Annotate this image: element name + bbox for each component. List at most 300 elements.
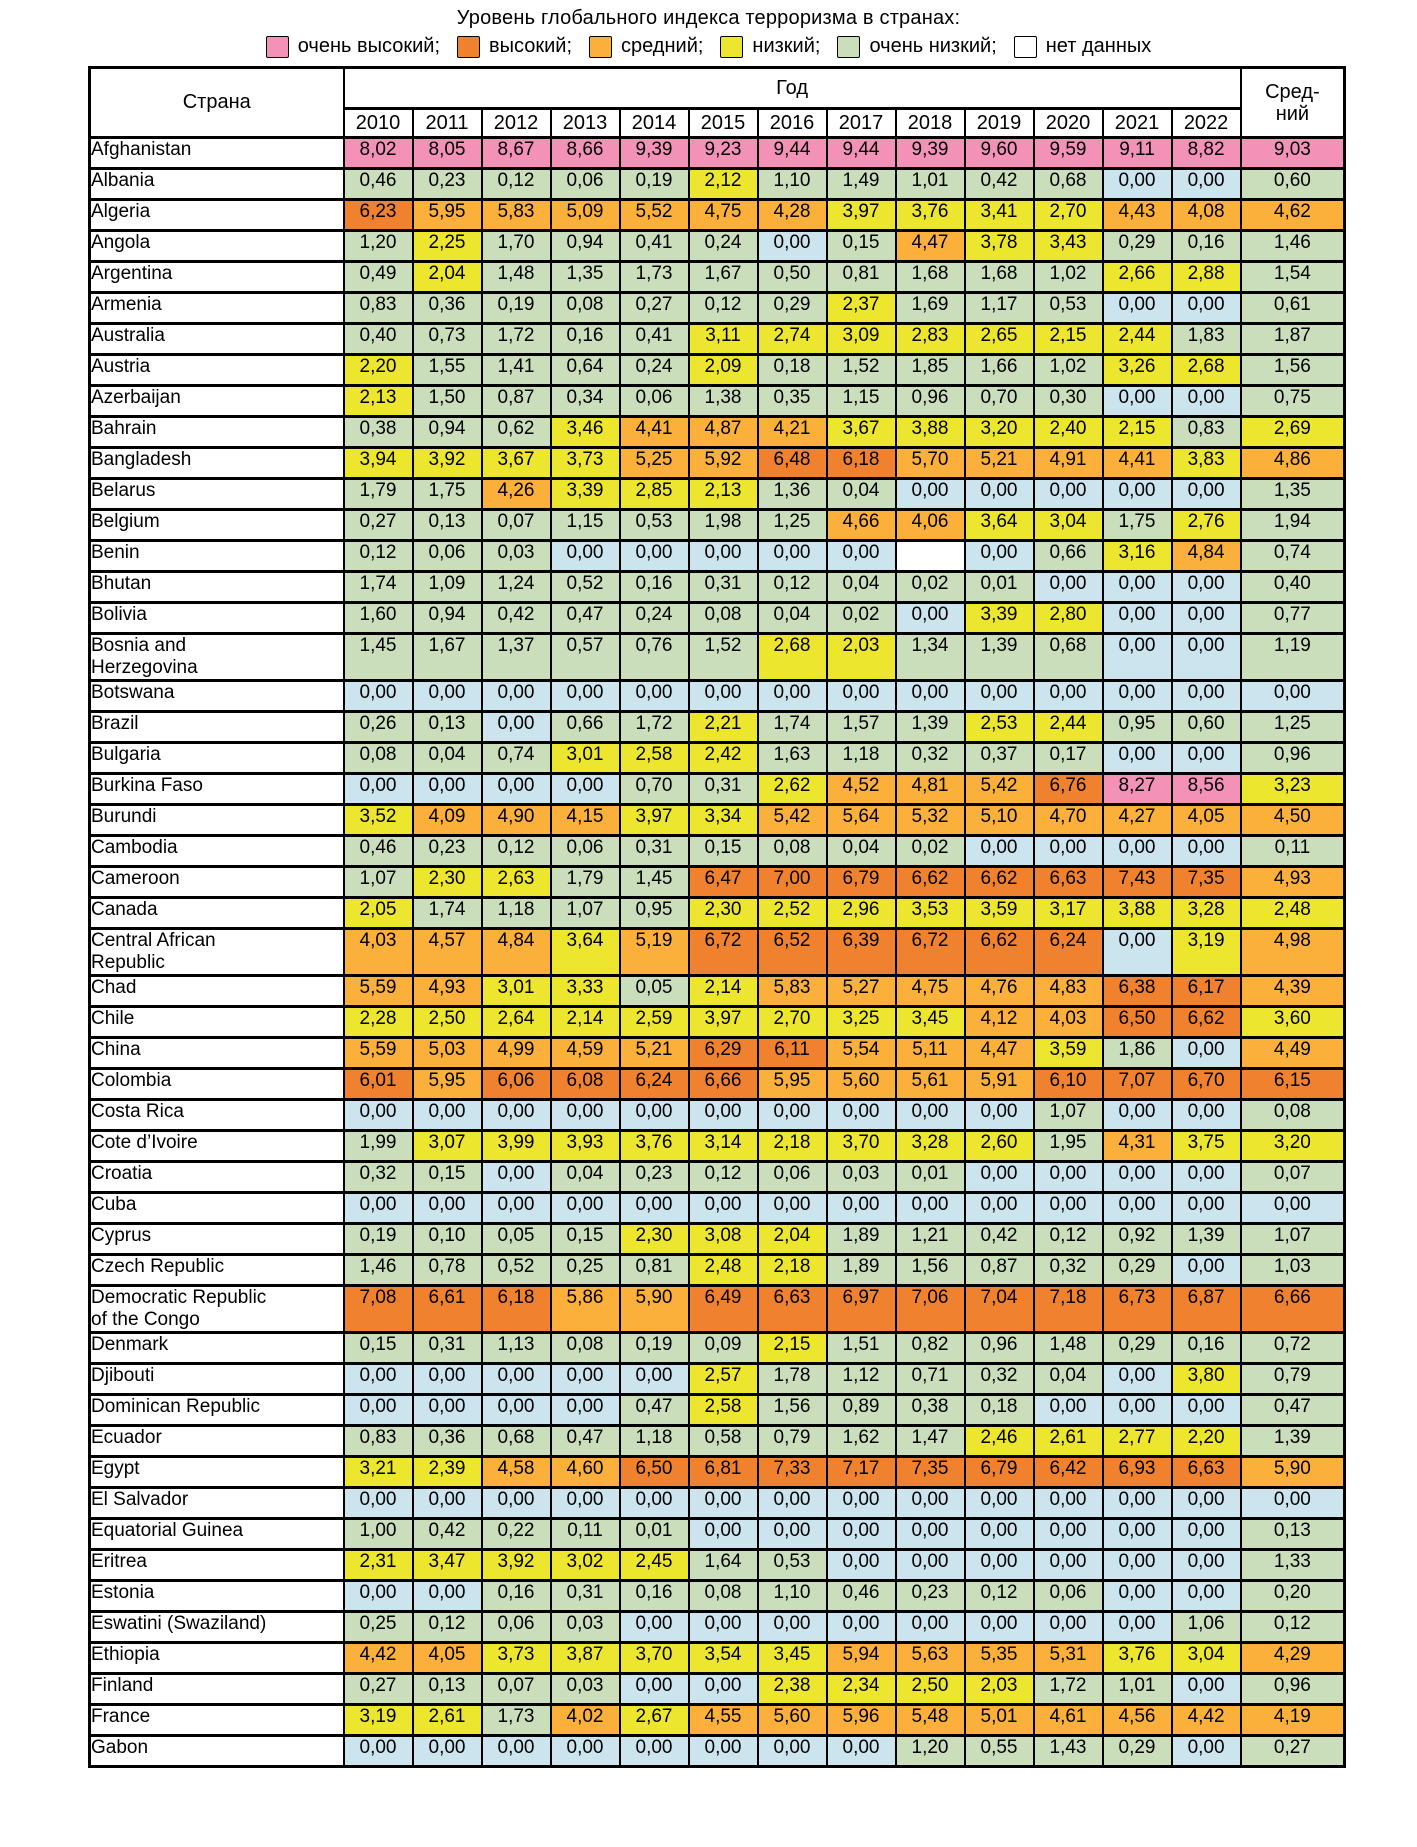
terrorism-index-table bbox=[88, 66, 1346, 1768]
country-cell bbox=[90, 1612, 344, 1643]
value-cell-2011: 0,23 bbox=[413, 836, 482, 867]
table-row bbox=[90, 743, 1345, 774]
value-cell-2016: 0,08 bbox=[758, 836, 827, 867]
value-cell-2010: 3,52 bbox=[344, 805, 413, 836]
value-cell-2010: 0,00 bbox=[344, 1395, 413, 1426]
value-cell-2011: 4,05 bbox=[413, 1643, 482, 1674]
country-name: Afghanistan bbox=[91, 139, 192, 160]
value-cell-2018 bbox=[896, 541, 965, 572]
value-cell-2019: 0,00 bbox=[965, 1612, 1034, 1643]
value-cell-2017: 1,18 bbox=[827, 743, 896, 774]
value-cell-2017: 0,00 bbox=[827, 1488, 896, 1519]
value-cell-2012: 0,62 bbox=[482, 417, 551, 448]
value-cell-2018: 2,83 bbox=[896, 324, 965, 355]
average-header-line2: ний bbox=[1275, 102, 1310, 125]
country-name: Eswatini (Swaziland) bbox=[91, 1613, 267, 1634]
average-cell: 2,69 bbox=[1241, 417, 1345, 448]
value-cell-2011: 0,31 bbox=[413, 1333, 482, 1364]
value-cell-2018: 0,82 bbox=[896, 1333, 965, 1364]
average-cell: 1,03 bbox=[1241, 1255, 1345, 1286]
value-cell-2011: 1,09 bbox=[413, 572, 482, 603]
average-cell: 4,93 bbox=[1241, 867, 1345, 898]
value-cell-2018: 4,47 bbox=[896, 231, 965, 262]
value-cell-2013: 0,00 bbox=[551, 1395, 620, 1426]
average-cell: 1,07 bbox=[1241, 1224, 1345, 1255]
country-cell bbox=[90, 1705, 344, 1736]
value-cell-2020: 6,76 bbox=[1034, 774, 1103, 805]
value-cell-2018: 2,50 bbox=[896, 1674, 965, 1705]
value-cell-2014: 5,25 bbox=[620, 448, 689, 479]
table-row bbox=[90, 836, 1345, 867]
value-cell-2011: 2,50 bbox=[413, 1007, 482, 1038]
country-cell bbox=[90, 510, 344, 541]
country-name: Finland bbox=[91, 1675, 154, 1696]
value-cell-2015: 9,23 bbox=[689, 138, 758, 169]
value-cell-2022: 3,80 bbox=[1172, 1364, 1241, 1395]
value-cell-2015: 2,30 bbox=[689, 898, 758, 929]
value-cell-2021: 7,43 bbox=[1103, 867, 1172, 898]
value-cell-2013: 0,06 bbox=[551, 836, 620, 867]
value-cell-2012: 3,67 bbox=[482, 448, 551, 479]
country-cell bbox=[90, 867, 344, 898]
value-cell-2016: 0,00 bbox=[758, 1193, 827, 1224]
value-cell-2017: 6,18 bbox=[827, 448, 896, 479]
value-cell-2019: 3,41 bbox=[965, 200, 1034, 231]
value-cell-2012: 3,01 bbox=[482, 976, 551, 1007]
value-cell-2012: 0,07 bbox=[482, 510, 551, 541]
country-cell bbox=[90, 200, 344, 231]
country-cell bbox=[90, 1224, 344, 1255]
average-cell: 0,96 bbox=[1241, 1674, 1345, 1705]
value-cell-2014: 0,00 bbox=[620, 1364, 689, 1395]
country-cell bbox=[90, 479, 344, 510]
value-cell-2017: 0,89 bbox=[827, 1395, 896, 1426]
table-row bbox=[90, 1162, 1345, 1193]
value-cell-2019: 0,00 bbox=[965, 681, 1034, 712]
country-cell bbox=[90, 929, 344, 976]
value-cell-2012: 0,07 bbox=[482, 1674, 551, 1705]
value-cell-2015: 0,09 bbox=[689, 1333, 758, 1364]
value-cell-2018: 0,00 bbox=[896, 1550, 965, 1581]
value-cell-2022: 0,00 bbox=[1172, 169, 1241, 200]
value-cell-2019: 0,42 bbox=[965, 169, 1034, 200]
value-cell-2010: 1,74 bbox=[344, 572, 413, 603]
country-name: Eritrea bbox=[91, 1551, 147, 1572]
value-cell-2020: 0,00 bbox=[1034, 1395, 1103, 1426]
value-cell-2014: 0,24 bbox=[620, 603, 689, 634]
value-cell-2020: 4,83 bbox=[1034, 976, 1103, 1007]
value-cell-2014: 2,30 bbox=[620, 1224, 689, 1255]
value-cell-2022: 4,42 bbox=[1172, 1705, 1241, 1736]
value-cell-2019: 3,78 bbox=[965, 231, 1034, 262]
value-cell-2022: 0,60 bbox=[1172, 712, 1241, 743]
value-cell-2022: 1,06 bbox=[1172, 1612, 1241, 1643]
value-cell-2013: 0,64 bbox=[551, 355, 620, 386]
value-cell-2019: 3,20 bbox=[965, 417, 1034, 448]
value-cell-2022: 3,83 bbox=[1172, 448, 1241, 479]
table-row bbox=[90, 510, 1345, 541]
value-cell-2010: 0,00 bbox=[344, 1100, 413, 1131]
country-cell bbox=[90, 293, 344, 324]
value-cell-2011: 2,25 bbox=[413, 231, 482, 262]
country-name: Cambodia bbox=[91, 837, 178, 858]
value-cell-2020: 1,07 bbox=[1034, 1100, 1103, 1131]
value-cell-2017: 0,46 bbox=[827, 1581, 896, 1612]
value-cell-2020: 0,04 bbox=[1034, 1364, 1103, 1395]
value-cell-2021: 1,86 bbox=[1103, 1038, 1172, 1069]
average-cell: 0,27 bbox=[1241, 1736, 1345, 1767]
value-cell-2010: 0,40 bbox=[344, 324, 413, 355]
average-cell: 4,50 bbox=[1241, 805, 1345, 836]
country-name: Botswana bbox=[91, 682, 175, 703]
country-name: Cyprus bbox=[91, 1225, 152, 1246]
value-cell-2016: 4,21 bbox=[758, 417, 827, 448]
value-cell-2019: 0,00 bbox=[965, 1519, 1034, 1550]
average-cell: 0,08 bbox=[1241, 1100, 1345, 1131]
value-cell-2017: 1,52 bbox=[827, 355, 896, 386]
value-cell-2012: 0,00 bbox=[482, 681, 551, 712]
country-cell bbox=[90, 1193, 344, 1224]
value-cell-2017: 5,54 bbox=[827, 1038, 896, 1069]
value-cell-2011: 1,74 bbox=[413, 898, 482, 929]
value-cell-2012: 0,00 bbox=[482, 1364, 551, 1395]
value-cell-2012: 0,22 bbox=[482, 1519, 551, 1550]
value-cell-2019: 2,46 bbox=[965, 1426, 1034, 1457]
country-cell bbox=[90, 1395, 344, 1426]
value-cell-2021: 0,00 bbox=[1103, 1488, 1172, 1519]
value-cell-2021: 0,00 bbox=[1103, 1519, 1172, 1550]
value-cell-2017: 2,96 bbox=[827, 898, 896, 929]
value-cell-2014: 1,72 bbox=[620, 712, 689, 743]
value-cell-2014: 1,18 bbox=[620, 1426, 689, 1457]
legend-label: нет данных bbox=[1045, 35, 1152, 57]
country-cell bbox=[90, 1426, 344, 1457]
value-cell-2016: 1,10 bbox=[758, 169, 827, 200]
value-cell-2014: 3,76 bbox=[620, 1131, 689, 1162]
value-cell-2022: 4,08 bbox=[1172, 200, 1241, 231]
value-cell-2019: 2,53 bbox=[965, 712, 1034, 743]
value-cell-2010: 0,38 bbox=[344, 417, 413, 448]
value-cell-2018: 0,71 bbox=[896, 1364, 965, 1395]
value-cell-2014: 0,19 bbox=[620, 1333, 689, 1364]
value-cell-2020: 2,61 bbox=[1034, 1426, 1103, 1457]
value-cell-2013: 0,08 bbox=[551, 293, 620, 324]
value-cell-2020: 0,00 bbox=[1034, 1550, 1103, 1581]
table-row bbox=[90, 1069, 1345, 1100]
value-cell-2013: 0,00 bbox=[551, 1364, 620, 1395]
value-cell-2019: 7,04 bbox=[965, 1286, 1034, 1333]
country-cell bbox=[90, 712, 344, 743]
value-cell-2020: 0,00 bbox=[1034, 479, 1103, 510]
value-cell-2015: 2,57 bbox=[689, 1364, 758, 1395]
value-cell-2020: 0,12 bbox=[1034, 1224, 1103, 1255]
average-cell: 1,39 bbox=[1241, 1426, 1345, 1457]
country-name: Chad bbox=[91, 977, 137, 998]
value-cell-2019: 2,65 bbox=[965, 324, 1034, 355]
value-cell-2016: 0,04 bbox=[758, 603, 827, 634]
value-cell-2014: 0,01 bbox=[620, 1519, 689, 1550]
table-header bbox=[90, 68, 1345, 138]
value-cell-2011: 0,15 bbox=[413, 1162, 482, 1193]
value-cell-2018: 0,00 bbox=[896, 1612, 965, 1643]
value-cell-2019: 0,18 bbox=[965, 1395, 1034, 1426]
value-cell-2021: 0,29 bbox=[1103, 1255, 1172, 1286]
value-cell-2012: 0,12 bbox=[482, 836, 551, 867]
value-cell-2012: 0,00 bbox=[482, 1100, 551, 1131]
value-cell-2010: 8,02 bbox=[344, 138, 413, 169]
value-cell-2014: 6,50 bbox=[620, 1457, 689, 1488]
average-cell: 4,49 bbox=[1241, 1038, 1345, 1069]
country-cell bbox=[90, 634, 344, 681]
value-cell-2015: 0,24 bbox=[689, 231, 758, 262]
value-cell-2014: 2,58 bbox=[620, 743, 689, 774]
value-cell-2013: 0,03 bbox=[551, 1674, 620, 1705]
value-cell-2012: 1,70 bbox=[482, 231, 551, 262]
value-cell-2012: 5,83 bbox=[482, 200, 551, 231]
value-cell-2015: 6,81 bbox=[689, 1457, 758, 1488]
value-cell-2015: 3,54 bbox=[689, 1643, 758, 1674]
value-cell-2017: 1,89 bbox=[827, 1255, 896, 1286]
value-cell-2020: 0,00 bbox=[1034, 1519, 1103, 1550]
value-cell-2012: 6,18 bbox=[482, 1286, 551, 1333]
value-cell-2013: 1,79 bbox=[551, 867, 620, 898]
value-cell-2012: 0,00 bbox=[482, 774, 551, 805]
value-cell-2010: 7,08 bbox=[344, 1286, 413, 1333]
value-cell-2014: 2,67 bbox=[620, 1705, 689, 1736]
value-cell-2013: 0,15 bbox=[551, 1224, 620, 1255]
value-cell-2012: 0,06 bbox=[482, 1612, 551, 1643]
country-name: Azerbaijan bbox=[91, 387, 181, 408]
value-cell-2014: 0,81 bbox=[620, 1255, 689, 1286]
value-cell-2020: 4,91 bbox=[1034, 448, 1103, 479]
value-cell-2020: 1,72 bbox=[1034, 1674, 1103, 1705]
value-cell-2014: 0,41 bbox=[620, 231, 689, 262]
value-cell-2022: 0,00 bbox=[1172, 1519, 1241, 1550]
value-cell-2018: 0,00 bbox=[896, 681, 965, 712]
value-cell-2021: 3,88 bbox=[1103, 898, 1172, 929]
value-cell-2011: 3,07 bbox=[413, 1131, 482, 1162]
country-cell bbox=[90, 1069, 344, 1100]
value-cell-2014: 0,05 bbox=[620, 976, 689, 1007]
value-cell-2022: 0,00 bbox=[1172, 1674, 1241, 1705]
average-cell: 1,35 bbox=[1241, 479, 1345, 510]
value-cell-2016: 2,62 bbox=[758, 774, 827, 805]
country-name: Benin bbox=[91, 542, 140, 563]
value-cell-2022: 0,00 bbox=[1172, 479, 1241, 510]
average-cell: 3,23 bbox=[1241, 774, 1345, 805]
value-cell-2014: 2,45 bbox=[620, 1550, 689, 1581]
value-cell-2020: 1,02 bbox=[1034, 262, 1103, 293]
value-cell-2018: 1,69 bbox=[896, 293, 965, 324]
very_low-color-swatch bbox=[837, 36, 860, 58]
value-cell-2017: 6,97 bbox=[827, 1286, 896, 1333]
value-cell-2018: 9,39 bbox=[896, 138, 965, 169]
average-cell: 1,87 bbox=[1241, 324, 1345, 355]
table-row bbox=[90, 1364, 1345, 1395]
value-cell-2018: 4,75 bbox=[896, 976, 965, 1007]
value-cell-2020: 2,44 bbox=[1034, 712, 1103, 743]
value-cell-2010: 0,00 bbox=[344, 1736, 413, 1767]
country-name: Cuba bbox=[91, 1194, 137, 1215]
value-cell-2011: 2,39 bbox=[413, 1457, 482, 1488]
country-cell bbox=[90, 324, 344, 355]
table-row bbox=[90, 929, 1345, 976]
value-cell-2021: 4,43 bbox=[1103, 200, 1172, 231]
country-name: Dominican Republic bbox=[91, 1396, 260, 1417]
value-cell-2015: 5,92 bbox=[689, 448, 758, 479]
very_high-color-swatch bbox=[266, 36, 289, 58]
value-cell-2011: 0,36 bbox=[413, 293, 482, 324]
value-cell-2020: 6,63 bbox=[1034, 867, 1103, 898]
value-cell-2014: 2,85 bbox=[620, 479, 689, 510]
value-cell-2012: 0,42 bbox=[482, 603, 551, 634]
value-cell-2019: 3,59 bbox=[965, 898, 1034, 929]
value-cell-2019: 6,79 bbox=[965, 1457, 1034, 1488]
value-cell-2013: 0,47 bbox=[551, 1426, 620, 1457]
value-cell-2017: 3,09 bbox=[827, 324, 896, 355]
value-cell-2019: 0,00 bbox=[965, 836, 1034, 867]
value-cell-2021: 9,11 bbox=[1103, 138, 1172, 169]
value-cell-2015: 1,98 bbox=[689, 510, 758, 541]
country-name: Estonia bbox=[91, 1582, 155, 1603]
value-cell-2019: 0,87 bbox=[965, 1255, 1034, 1286]
table-row bbox=[90, 1457, 1345, 1488]
value-cell-2016: 1,78 bbox=[758, 1364, 827, 1395]
value-cell-2015: 1,67 bbox=[689, 262, 758, 293]
value-cell-2010: 2,31 bbox=[344, 1550, 413, 1581]
value-cell-2015: 0,08 bbox=[689, 1581, 758, 1612]
value-cell-2016: 1,56 bbox=[758, 1395, 827, 1426]
value-cell-2019: 0,32 bbox=[965, 1364, 1034, 1395]
value-cell-2018: 0,02 bbox=[896, 572, 965, 603]
value-cell-2014: 5,90 bbox=[620, 1286, 689, 1333]
value-cell-2016: 0,00 bbox=[758, 1519, 827, 1550]
value-cell-2014: 2,59 bbox=[620, 1007, 689, 1038]
value-cell-2018: 0,38 bbox=[896, 1395, 965, 1426]
value-cell-2013: 0,52 bbox=[551, 572, 620, 603]
value-cell-2021: 0,29 bbox=[1103, 1333, 1172, 1364]
value-cell-2014: 0,27 bbox=[620, 293, 689, 324]
value-cell-2020: 5,31 bbox=[1034, 1643, 1103, 1674]
country-cell bbox=[90, 1488, 344, 1519]
value-cell-2019: 0,12 bbox=[965, 1581, 1034, 1612]
value-cell-2012: 3,73 bbox=[482, 1643, 551, 1674]
value-cell-2017: 7,17 bbox=[827, 1457, 896, 1488]
value-cell-2017: 5,96 bbox=[827, 1705, 896, 1736]
country-name: Burundi bbox=[91, 806, 157, 827]
value-cell-2022: 3,75 bbox=[1172, 1131, 1241, 1162]
value-cell-2013: 3,01 bbox=[551, 743, 620, 774]
value-cell-2020: 2,70 bbox=[1034, 200, 1103, 231]
value-cell-2013: 0,00 bbox=[551, 1488, 620, 1519]
value-cell-2013: 0,94 bbox=[551, 231, 620, 262]
value-cell-2012: 1,24 bbox=[482, 572, 551, 603]
value-cell-2022: 3,19 bbox=[1172, 929, 1241, 976]
table-body bbox=[90, 138, 1345, 1767]
value-cell-2010: 6,23 bbox=[344, 200, 413, 231]
value-cell-2010: 0,25 bbox=[344, 1612, 413, 1643]
value-cell-2022: 0,00 bbox=[1172, 1736, 1241, 1767]
value-cell-2014: 4,41 bbox=[620, 417, 689, 448]
value-cell-2013: 0,06 bbox=[551, 169, 620, 200]
value-cell-2010: 2,20 bbox=[344, 355, 413, 386]
value-cell-2011: 0,36 bbox=[413, 1426, 482, 1457]
average-cell: 0,75 bbox=[1241, 386, 1345, 417]
value-cell-2021: 0,00 bbox=[1103, 1395, 1172, 1426]
value-cell-2020: 3,17 bbox=[1034, 898, 1103, 929]
value-cell-2010: 0,83 bbox=[344, 293, 413, 324]
value-cell-2010: 0,27 bbox=[344, 510, 413, 541]
average-cell: 0,07 bbox=[1241, 1162, 1345, 1193]
value-cell-2022: 0,00 bbox=[1172, 1038, 1241, 1069]
value-cell-2013: 2,14 bbox=[551, 1007, 620, 1038]
average-cell: 6,66 bbox=[1241, 1286, 1345, 1333]
value-cell-2022: 0,00 bbox=[1172, 1488, 1241, 1519]
average-cell: 4,39 bbox=[1241, 976, 1345, 1007]
value-cell-2013: 0,11 bbox=[551, 1519, 620, 1550]
table-row bbox=[90, 1224, 1345, 1255]
value-cell-2012: 3,92 bbox=[482, 1550, 551, 1581]
value-cell-2011: 4,09 bbox=[413, 805, 482, 836]
value-cell-2014: 0,16 bbox=[620, 1581, 689, 1612]
country-name: Gabon bbox=[91, 1737, 149, 1758]
table-row bbox=[90, 603, 1345, 634]
value-cell-2012: 0,87 bbox=[482, 386, 551, 417]
legend-item-medium bbox=[589, 35, 703, 58]
value-cell-2011: 0,12 bbox=[413, 1612, 482, 1643]
low-color-swatch bbox=[720, 36, 743, 58]
value-cell-2019: 0,00 bbox=[965, 1193, 1034, 1224]
table-row bbox=[90, 1007, 1345, 1038]
value-cell-2011: 1,50 bbox=[413, 386, 482, 417]
medium-color-swatch bbox=[589, 36, 612, 58]
average-cell: 6,15 bbox=[1241, 1069, 1345, 1100]
value-cell-2020: 3,59 bbox=[1034, 1038, 1103, 1069]
value-cell-2016: 2,15 bbox=[758, 1333, 827, 1364]
average-cell: 0,60 bbox=[1241, 169, 1345, 200]
average-cell: 0,11 bbox=[1241, 836, 1345, 867]
value-cell-2012: 0,05 bbox=[482, 1224, 551, 1255]
value-cell-2018: 1,34 bbox=[896, 634, 965, 681]
value-cell-2013: 0,16 bbox=[551, 324, 620, 355]
country-name: Angola bbox=[91, 232, 151, 253]
value-cell-2021: 0,00 bbox=[1103, 743, 1172, 774]
value-cell-2022: 3,28 bbox=[1172, 898, 1241, 929]
value-cell-2019: 5,10 bbox=[965, 805, 1034, 836]
value-cell-2015: 3,08 bbox=[689, 1224, 758, 1255]
value-cell-2015: 4,87 bbox=[689, 417, 758, 448]
table-row bbox=[90, 805, 1345, 836]
country-name: Egypt bbox=[91, 1458, 140, 1479]
value-cell-2012: 8,67 bbox=[482, 138, 551, 169]
country-cell bbox=[90, 1038, 344, 1069]
value-cell-2020: 0,00 bbox=[1034, 1488, 1103, 1519]
value-cell-2021: 2,15 bbox=[1103, 417, 1172, 448]
value-cell-2015: 2,14 bbox=[689, 976, 758, 1007]
value-cell-2011: 2,30 bbox=[413, 867, 482, 898]
average-cell: 1,19 bbox=[1241, 634, 1345, 681]
value-cell-2019: 2,03 bbox=[965, 1674, 1034, 1705]
value-cell-2020: 0,00 bbox=[1034, 836, 1103, 867]
value-cell-2022: 8,82 bbox=[1172, 138, 1241, 169]
value-cell-2012: 2,63 bbox=[482, 867, 551, 898]
value-cell-2017: 5,60 bbox=[827, 1069, 896, 1100]
value-cell-2010: 0,19 bbox=[344, 1224, 413, 1255]
value-cell-2019: 0,00 bbox=[965, 541, 1034, 572]
value-cell-2018: 3,45 bbox=[896, 1007, 965, 1038]
value-cell-2022: 1,83 bbox=[1172, 324, 1241, 355]
value-cell-2022: 0,00 bbox=[1172, 293, 1241, 324]
